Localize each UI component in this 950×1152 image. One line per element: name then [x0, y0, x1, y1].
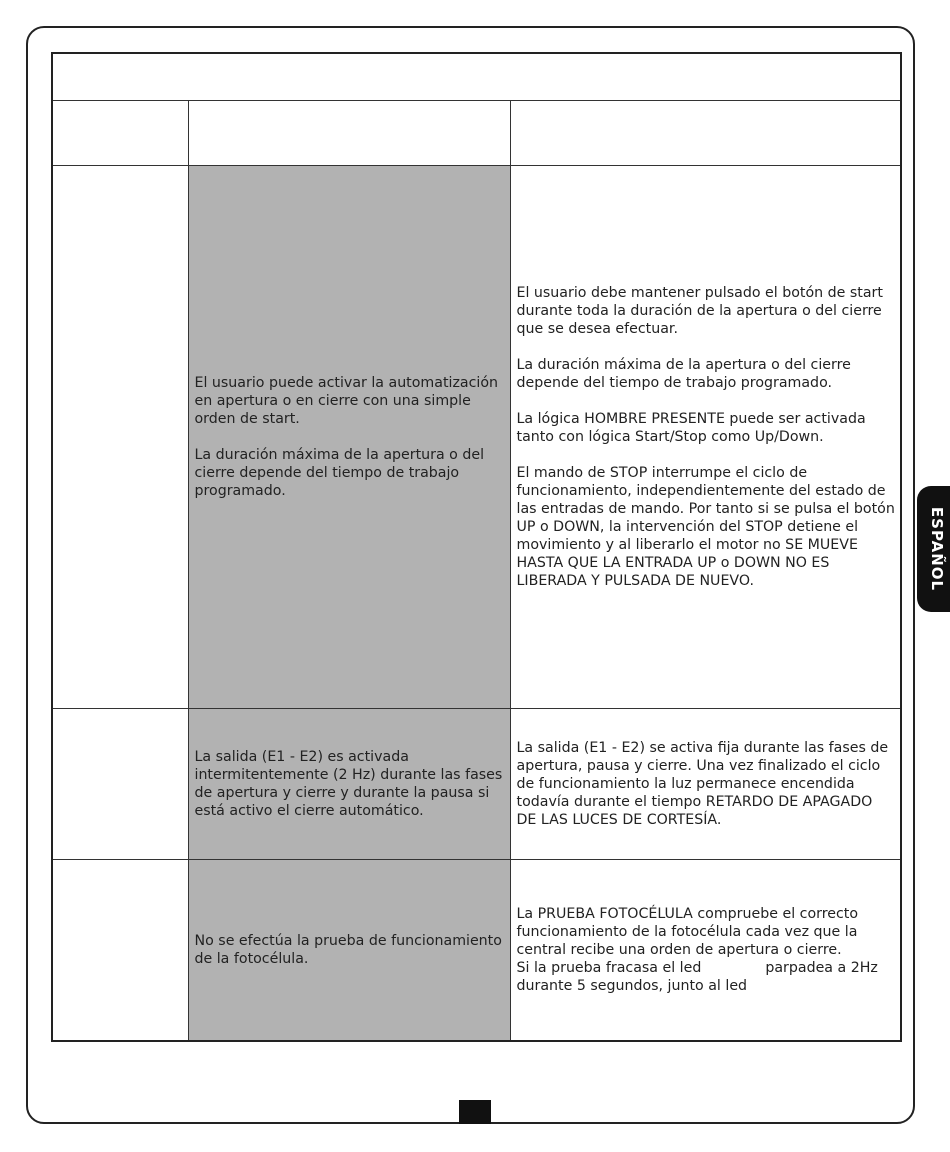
shaded-cell — [188, 708, 510, 859]
language-tab — [917, 486, 950, 612]
cell-text: parpadea a 2Hz durante 5 segundos, junto al led — [516, 959, 878, 994]
cell-paragraph: No se efectúa la prueba de funcionamiento de la fotocélula. — [194, 932, 502, 967]
table-row — [52, 165, 901, 708]
cell-paragraph: La duración máxima de la apertura o del cierre depende del tiempo de trabajo programado. — [516, 356, 851, 391]
column-header-1 — [52, 100, 188, 165]
page-marker — [459, 1100, 491, 1124]
cell-paragraph: El mando de STOP interrumpe el ciclo de funcionamiento, independientemente del estado de las entradas de mando. Por tanto si se pulsa el botón UP o DOWN, la intervención del STOP detiene el movimiento y al liberarlo el motor no SE MUEVE HASTA QUE LA ENTRADA UP o DOWN NO ES LIBERADA Y PULSADA DE NUEVO. — [516, 464, 895, 589]
cell-paragraph: El usuario debe mantener pulsado el botón de start durante toda la duración de la apertura o del cierre que se desea efectuar. — [516, 284, 883, 337]
cell-paragraph: El usuario puede activar la automatización en apertura o en cierre con una simple orden de start. — [194, 374, 499, 427]
description-cell — [510, 859, 901, 1041]
row-label — [52, 165, 188, 708]
cell-paragraph: La duración máxima de la apertura o del cierre depende del tiempo de trabajo programado. — [194, 446, 485, 499]
row-label — [52, 708, 188, 859]
shaded-cell — [188, 859, 510, 1041]
shaded-cell — [188, 165, 510, 708]
table-title-row — [52, 53, 901, 100]
cell-paragraph: La salida (E1 - E2) se activa fija durante las fases de apertura, pausa y cierre. Una vez finalizado el ciclo de funcionamiento la luz permanece encendida todavía durante el tiempo RETARDO DE APAGADO DE LAS LUCES DE CORTESÍA. — [516, 739, 889, 828]
table-row — [52, 708, 901, 859]
column-header-2 — [188, 100, 510, 165]
cell-text: Si la prueba fracasa el led — [516, 959, 702, 976]
cell-paragraph — [517, 905, 897, 995]
cell-text: La PRUEBA FOTOCÉLULA compruebe el correcto funcionamiento de la fotocélula cada vez que la central recibe una orden de apertura o cierre. — [516, 905, 859, 958]
cell-paragraph: La salida (E1 - E2) es activada intermitentemente (2 Hz) durante las fases de apertura y cierre y durante la pausa si está activo el cierre automático. — [194, 748, 503, 819]
description-cell — [510, 708, 901, 859]
column-header-3 — [510, 100, 901, 165]
table-header-row — [52, 100, 901, 165]
table-title — [52, 53, 901, 100]
language-tab-label: ESPAÑOL — [928, 506, 946, 592]
cell-paragraph: La lógica HOMBRE PRESENTE puede ser activada tanto con lógica Start/Stop como Up/Down. — [516, 410, 866, 445]
table-row — [52, 859, 901, 1041]
description-cell — [510, 165, 901, 708]
settings-table — [51, 52, 902, 1042]
row-label — [52, 859, 188, 1041]
